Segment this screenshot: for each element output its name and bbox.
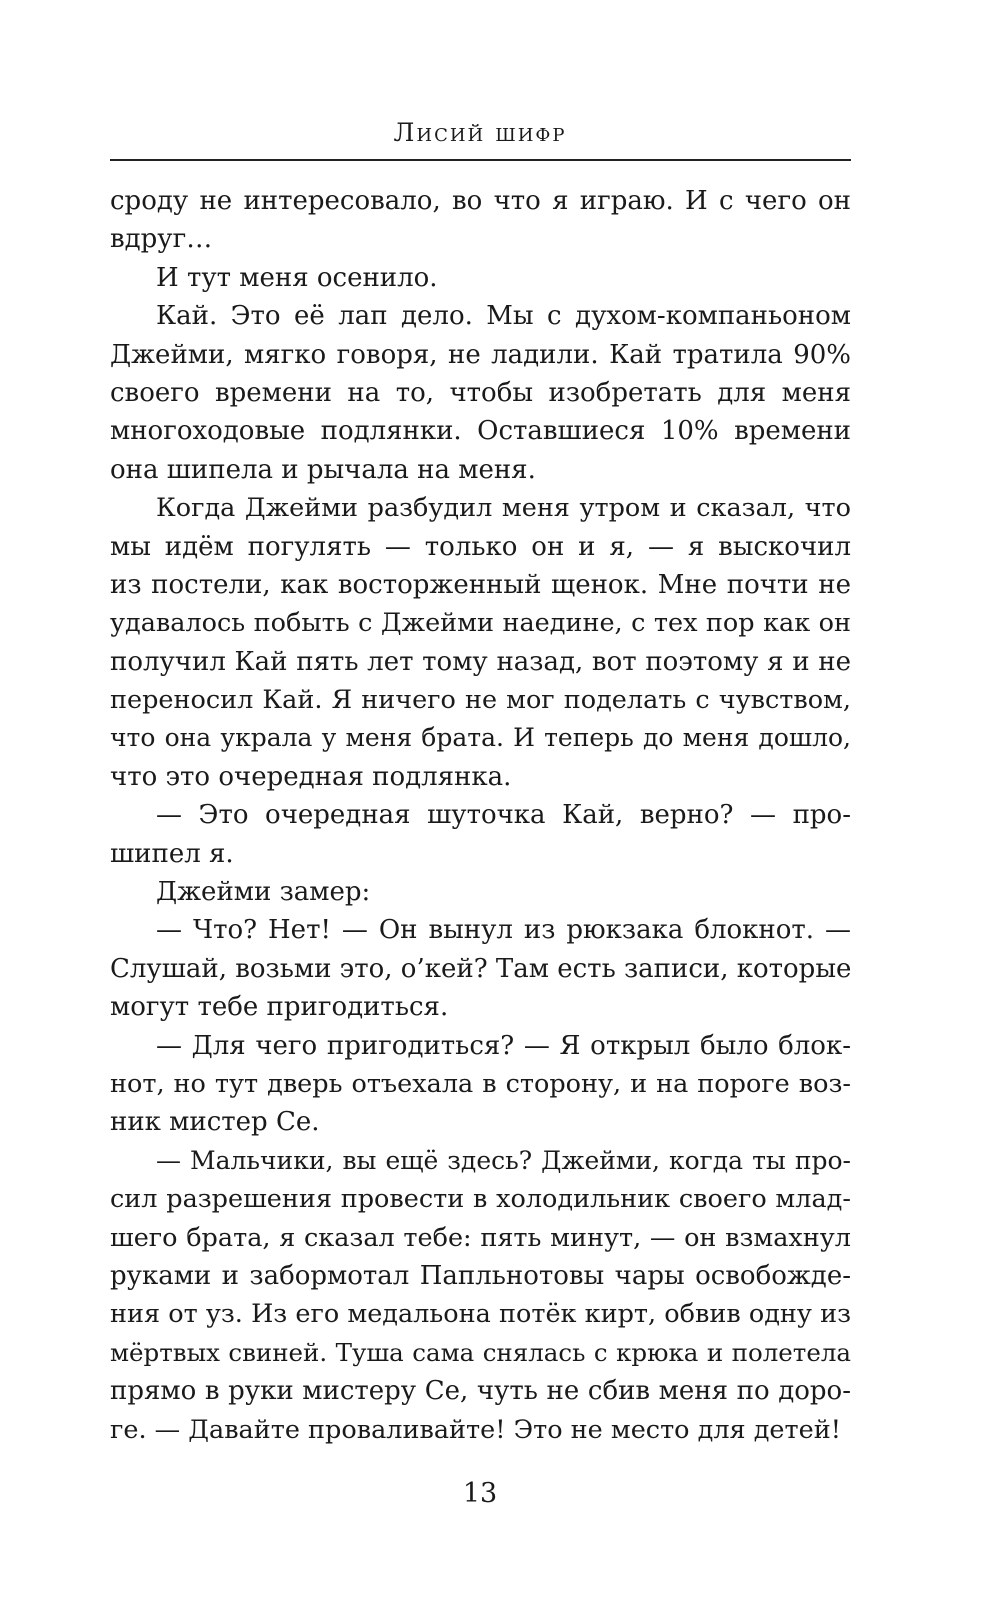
text-line: мы идём погулять — только он и я, — я выскочил <box>110 531 851 562</box>
text-line: из постели, как восторженный щенок. Мне почти не <box>110 569 851 600</box>
text-line: сроду не интересовало, во что я играю. И с чего он <box>110 186 851 216</box>
text-line: Когда Джейми разбудил меня утром и сказал, что <box>156 493 851 524</box>
text-line: ния от уз. Из его медальона потёк кирт, обвив одну из <box>110 1299 851 1330</box>
text-line: прямо в руки мистеру Се, чуть не сбив меня по доро- <box>110 1376 851 1407</box>
running-head: Лисий шифр <box>393 118 567 147</box>
text-line: Джейми, мягко говоря, не ладили. Кай тратила 90% <box>110 339 851 370</box>
text-line: мёртвых свиней. Туша сама снялась с крюка и полетела <box>110 1337 851 1367</box>
text-line: ге. — Давайте проваливайте! Это не место для детей! <box>110 1414 841 1445</box>
text-line: могут тебе пригодиться. <box>110 992 449 1023</box>
text-line: ник мистер Се. <box>110 1107 320 1138</box>
body-text <box>110 182 851 1449</box>
text-line: она шипела и рычала на меня. <box>110 454 536 485</box>
page-number: 13 <box>462 1478 498 1509</box>
text-line: Кай. Это её лап дело. Мы с духом-компаньоном <box>156 301 851 332</box>
text-line: шипел я. <box>110 838 234 869</box>
text-line: что это очередная подлянка. <box>110 761 512 792</box>
text-line: шего брата, я сказал тебе: пять минут, — он взмахнул <box>110 1222 851 1253</box>
text-line: — Это очередная шуточка Кай, верно? — про- <box>156 800 851 831</box>
text-line: многоходовые подлянки. Оставшиеся 10% времени <box>110 416 851 447</box>
text-line: Джейми замер: <box>156 877 371 908</box>
text-line: нот, но тут дверь отъехала в сторону, и на пороге воз- <box>110 1068 851 1099</box>
text-line: своего времени на то, чтобы изобретать для меня <box>110 377 851 408</box>
text-line: вдруг… <box>110 224 213 255</box>
header-rule <box>110 159 851 161</box>
text-line: И тут меня осенило. <box>156 262 438 293</box>
text-line: руками и забормотал Папльнотовы чары освобожде- <box>110 1260 851 1291</box>
text-line: сил разрешения провести в холодильник своего млад- <box>110 1184 851 1215</box>
text-line: — Для чего пригодиться? — Я открыл было блок- <box>156 1030 851 1061</box>
text-line: Слушай, возьми это, о’кей? Там есть записи, которые <box>110 953 852 984</box>
text-line: переносил Кай. Я ничего не мог поделать с чувством, <box>110 685 851 716</box>
text-line: удавалось побыть с Джейми наедине, с тех пор как он <box>110 608 851 639</box>
text-line: — Что? Нет! — Он вынул из рюкзака блокнот. — <box>156 915 851 946</box>
text-line: получил Кай пять лет тому назад, вот поэтому я и не <box>110 646 851 677</box>
text-line: — Мальчики, вы ещё здесь? Джейми, когда ты про- <box>156 1145 851 1175</box>
text-line: что она украла у меня брата. И теперь до меня дошло, <box>110 723 851 753</box>
